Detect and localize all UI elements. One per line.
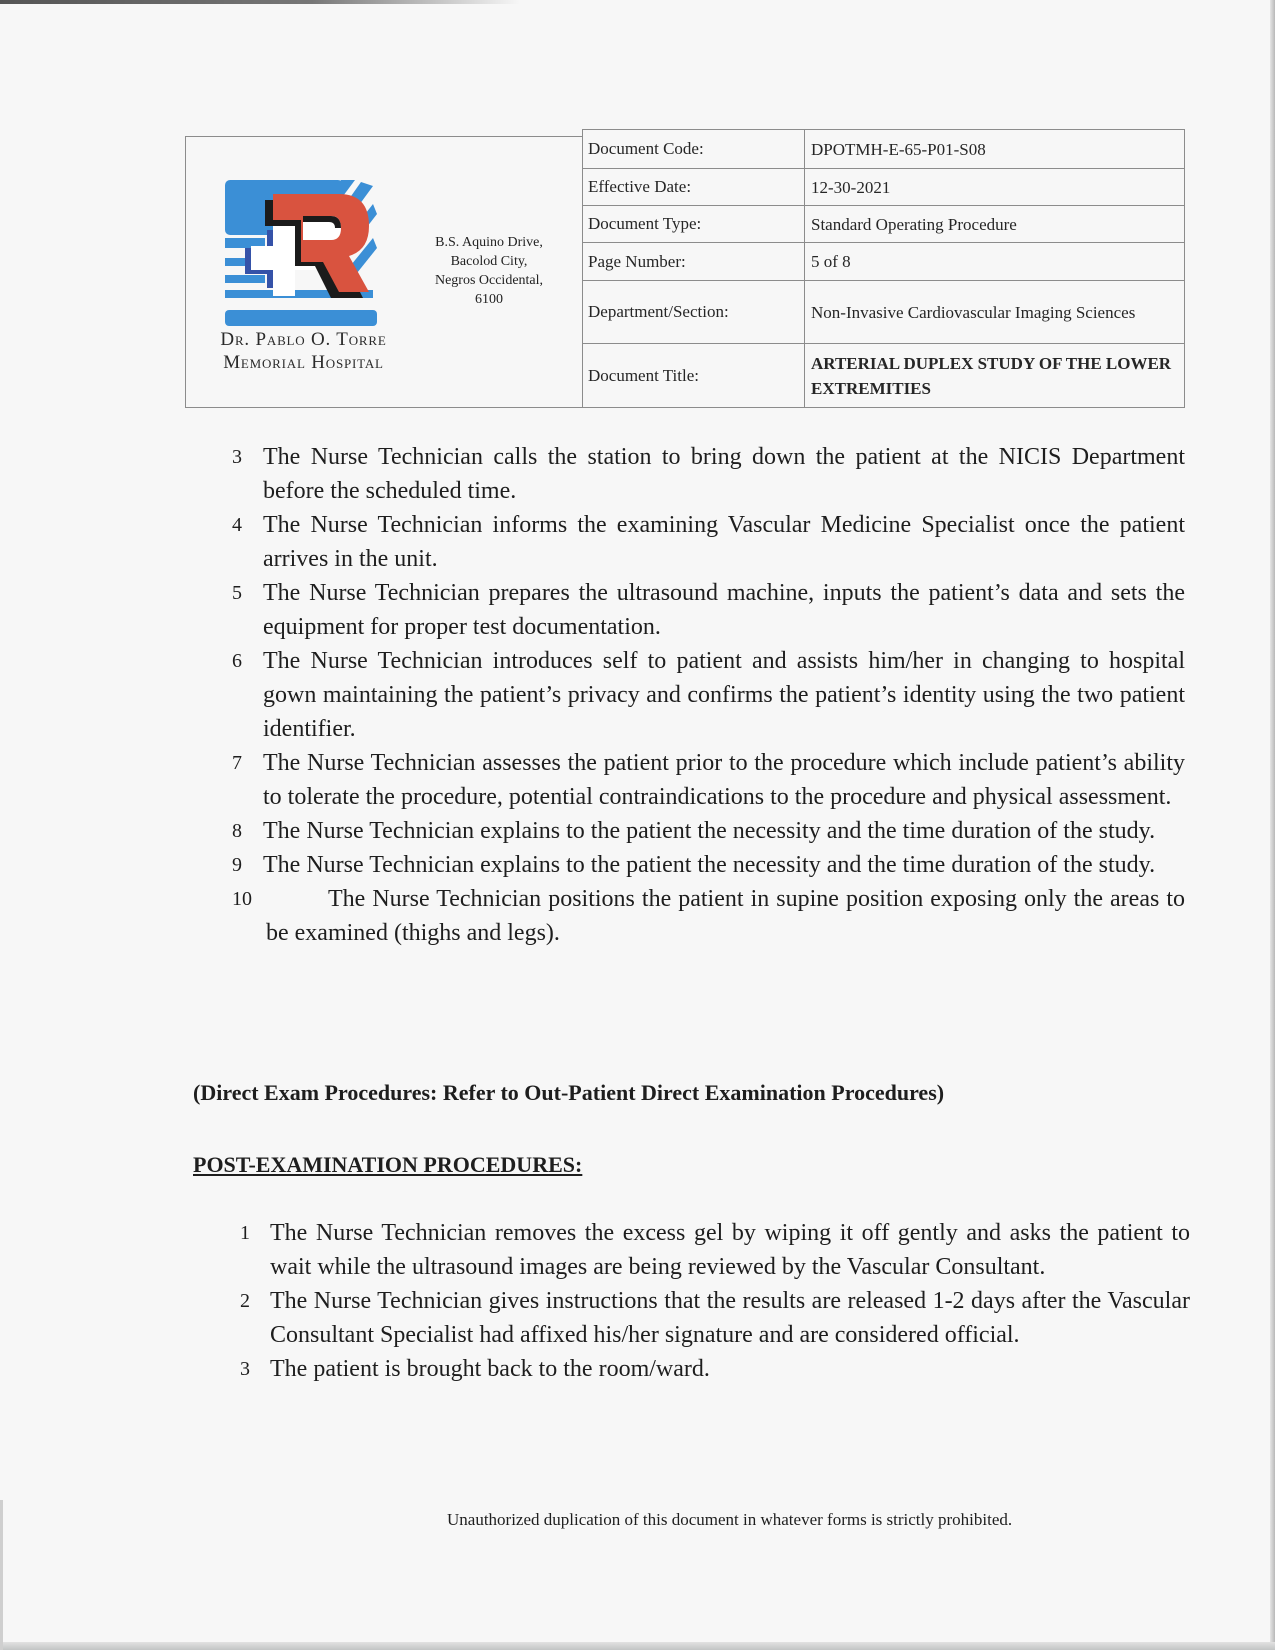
hospital-address (414, 233, 564, 307)
step-number: 7 (232, 752, 242, 774)
step-number: 5 (232, 582, 242, 604)
info-row-effective-date (583, 169, 1185, 206)
step-text: The Nurse Technician prepares the ultrasound machine, inputs the patient’s data and sets the equipment for proper test documentation. (263, 580, 1185, 640)
step-text: The Nurse Technician assesses the patient prior to the procedure which include patient’s ability to tolerate the procedure, potential contraindications to the procedure and physical assessment. (263, 750, 1185, 810)
hospital-name-line-1: Dr. Pablo O. Torre (220, 329, 387, 350)
list-item (232, 848, 1185, 882)
step-number: 9 (232, 854, 242, 876)
hospital-name-line-2: Memorial Hospital (223, 352, 384, 373)
field-value-document-code: DPOTMH-E-65-P01-S08 (805, 130, 1185, 169)
step-number: 10 (232, 888, 252, 910)
post-exam-steps-list (240, 1216, 1190, 1386)
step-text: The Nurse Technician informs the examining Vascular Medicine Specialist once the patient arrives in the unit. (263, 512, 1185, 572)
step-text: The Nurse Technician gives instructions that the results are released 1-2 days after the Vascular Consultant Specialist had affixed his/her signature and are considered official. (270, 1288, 1190, 1348)
info-row-document-code (583, 130, 1185, 169)
field-label: Document Type: (583, 206, 805, 243)
list-item (240, 1352, 1190, 1386)
field-value-department: Non-Invasive Cardiovascular Imaging Sciences (805, 281, 1185, 344)
field-value-document-title: ARTERIAL DUPLEX STUDY OF THE LOWER EXTREMITIES (805, 344, 1185, 408)
footer-disclaimer: Unauthorized duplication of this document in whatever forms is strictly prohibited. (447, 1510, 1013, 1529)
list-item (240, 1284, 1190, 1352)
document-info-table (582, 129, 1185, 408)
field-label: Document Code: (583, 130, 805, 169)
field-label: Department/Section: (583, 281, 805, 344)
scan-edge-shadow-bottom (0, 1642, 1275, 1650)
scan-edge-shadow-left (0, 1500, 3, 1650)
direct-exam-note: (Direct Exam Procedures: Refer to Out-Patient Direct Examination Procedures) (193, 1080, 945, 1105)
address-line-4: 6100 (475, 292, 503, 307)
list-item (232, 882, 1185, 950)
list-item (232, 644, 1185, 746)
field-label: Page Number: (583, 243, 805, 281)
field-label: Effective Date: (583, 169, 805, 206)
step-text: The Nurse Technician explains to the patient the necessity and the time duration of the study. (263, 852, 1156, 878)
list-item (232, 508, 1185, 576)
list-item (232, 814, 1185, 848)
list-item (232, 746, 1185, 814)
field-value-document-type: Standard Operating Procedure (805, 206, 1185, 243)
step-number: 8 (232, 820, 242, 842)
step-text: The Nurse Technician introduces self to patient and assists him/her in changing to hospital gown maintaining the patient’s privacy and confirms the patient’s identity using the two patient identifier. (263, 648, 1185, 742)
hospital-logo-r-cross-icon (223, 178, 378, 328)
list-item (240, 1216, 1190, 1284)
list-item (232, 440, 1185, 508)
step-number: 2 (240, 1290, 250, 1312)
step-number: 3 (240, 1358, 250, 1380)
info-row-document-title (583, 344, 1185, 408)
step-number: 4 (232, 514, 242, 536)
step-number: 3 (232, 446, 242, 468)
step-text: The Nurse Technician explains to the patient the necessity and the time duration of the study. (263, 818, 1156, 844)
scan-edge-shadow-right (1270, 0, 1275, 1650)
list-item (232, 576, 1185, 644)
address-line-2: Bacolod City, (450, 254, 528, 269)
step-text: The patient is brought back to the room/ward. (270, 1356, 710, 1382)
step-text: The Nurse Technician removes the excess gel by wiping it off gently and asks the patient to wait while the ultrasound images are being reviewed by the Vascular Consultant. (270, 1220, 1190, 1280)
procedure-steps-list (232, 440, 1185, 950)
step-text: The Nurse Technician positions the patient in supine position exposing only the areas to be examined (thighs and legs). (266, 886, 1185, 946)
info-row-page-number (583, 243, 1185, 281)
document-header (185, 136, 583, 408)
info-row-department (583, 281, 1185, 344)
step-text: The Nurse Technician calls the station to bring down the patient at the NICIS Department before the scheduled time. (263, 444, 1185, 504)
hospital-name (191, 328, 416, 374)
field-label: Document Title: (583, 344, 805, 408)
scan-edge-shadow-top (0, 0, 520, 4)
field-value-page-number: 5 of 8 (805, 243, 1185, 281)
address-line-3: Negros Occidental, (434, 273, 544, 288)
step-number: 6 (232, 650, 242, 672)
field-value-effective-date: 12-30-2021 (805, 169, 1185, 206)
post-exam-heading: POST-EXAMINATION PROCEDURES: (193, 1152, 583, 1177)
step-number: 1 (240, 1222, 250, 1244)
info-row-document-type (583, 206, 1185, 243)
address-line-1: B.S. Aquino Drive, (435, 235, 543, 250)
